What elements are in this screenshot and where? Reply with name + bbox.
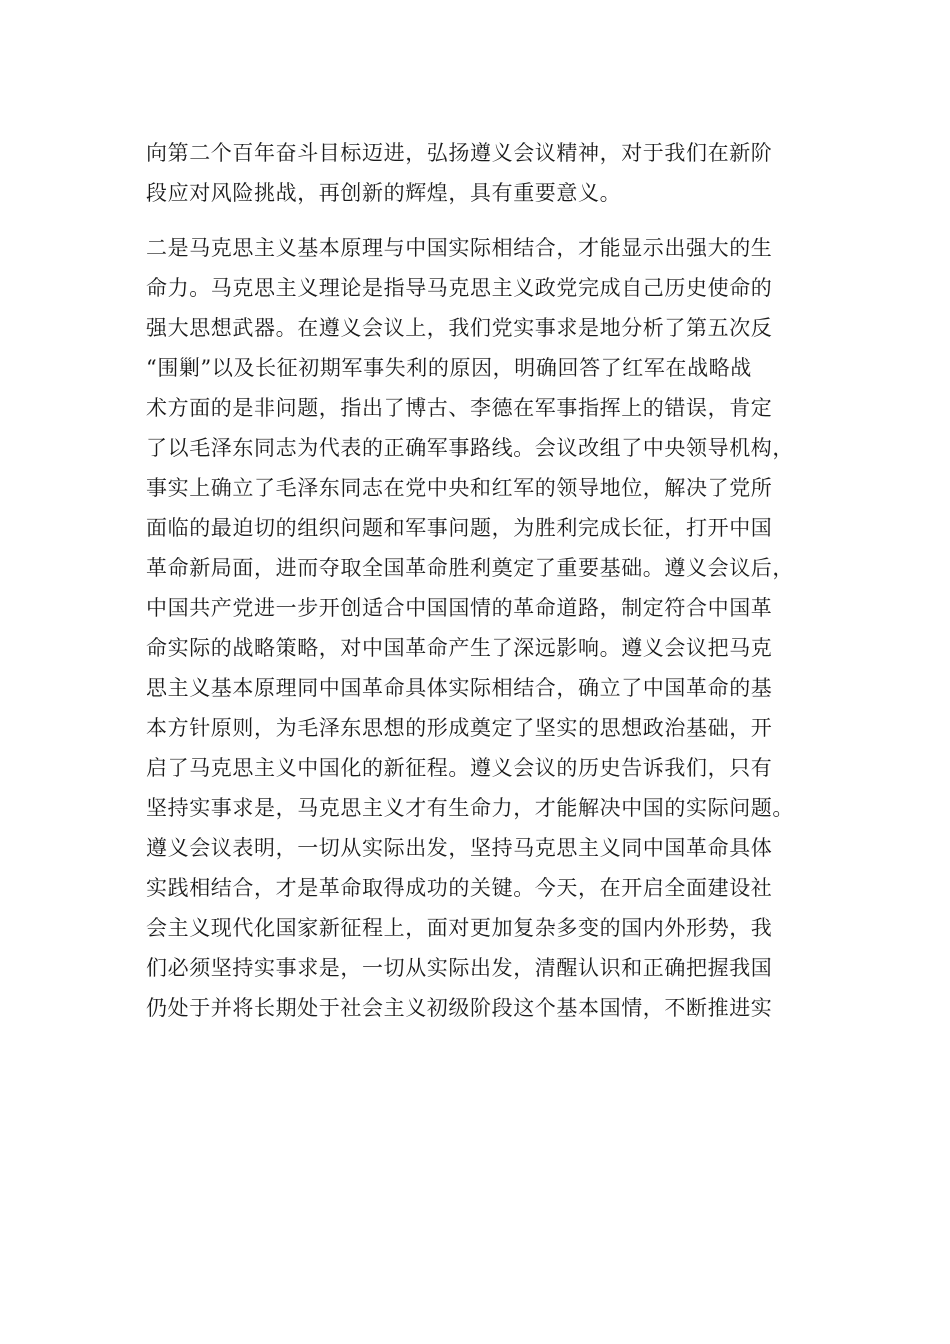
paragraph-point-two (146, 228, 836, 1028)
text-line: 思主义基本原理同中国革命具体实际相结合，确立了中国革命的基 (146, 676, 773, 700)
text-line: 本方针原则，为毛泽东思想的形成奠定了坚实的思想政治基础，开 (146, 716, 773, 740)
body-text (146, 133, 836, 1028)
text-line: 术方面的是非问题，指出了博古、李德在军事指挥上的错误，肯定 (146, 396, 773, 420)
text-line: 强大思想武器。在遵义会议上，我们党实事求是地分析了第五次反 (146, 316, 773, 340)
text-line: 会主义现代化国家新征程上，面对更加复杂多变的国内外形势，我 (146, 916, 773, 940)
text-line: 遵义会议表明，一切从实际出发，坚持马克思主义同中国革命具体 (146, 836, 773, 860)
text-line: 启了马克思主义中国化的新征程。遵义会议的历史告诉我们，只有 (146, 756, 773, 780)
text-line: “围剿”以及长征初期军事失利的原因，明确回答了红军在战略战 (146, 356, 752, 380)
text-line: 命力。马克思主义理论是指导马克思主义政党完成自己历史使命的 (146, 276, 773, 300)
text-line: 命实际的战略策略，对中国革命产生了深远影响。遵义会议把马克 (146, 636, 773, 660)
text-line: 坚持实事求是，马克思主义才有生命力，才能解决中国的实际问题。 (146, 796, 794, 820)
text-line: 面临的最迫切的组织问题和军事问题，为胜利完成长征，打开中国 (146, 516, 773, 540)
text-line: 中国共产党进一步开创适合中国国情的革命道路，制定符合中国革 (146, 596, 773, 620)
text-line: 革命新局面，进而夺取全国革命胜利奠定了重要基础。遵义会议后， (146, 556, 794, 580)
text-line: 了以毛泽东同志为代表的正确军事路线。会议改组了中央领导机构， (146, 436, 794, 460)
text-line: 实践相结合，才是革命取得成功的关键。今天，在开启全面建设社 (146, 876, 773, 900)
text-line: 段应对风险挑战，再创新的辉煌，具有重要意义。 (146, 181, 622, 205)
text-line: 事实上确立了毛泽东同志在党中央和红军的领导地位，解决了党所 (146, 476, 773, 500)
text-line: 二是马克思主义基本原理与中国实际相结合，才能显示出强大的生 (146, 236, 773, 260)
text-line: 向第二个百年奋斗目标迈进，弘扬遵义会议精神，对于我们在新阶 (146, 141, 773, 165)
text-line: 们必须坚持实事求是，一切从实际出发，清醒认识和正确把握我国 (146, 956, 773, 980)
paragraph-continuation (146, 133, 836, 213)
text-line: 仍处于并将长期处于社会主义初级阶段这个基本国情，不断推进实 (146, 996, 773, 1020)
